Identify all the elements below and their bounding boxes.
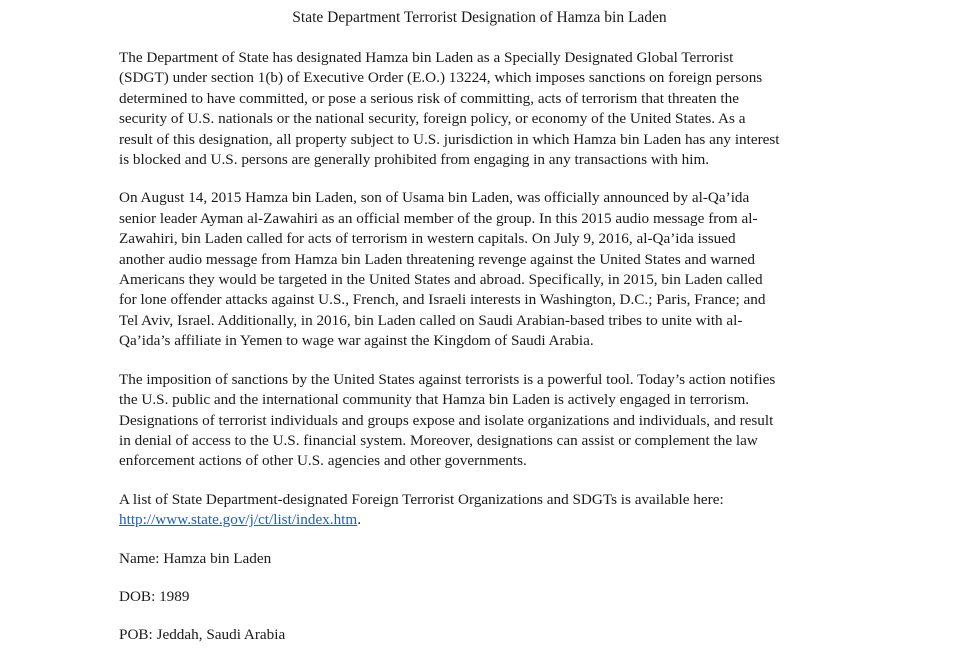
paragraph-line: security of U.S. nationals or the national security, foreign policy, or economy of the United States. As a: [119, 110, 746, 128]
list-paragraph-text: A list of State Department-designated Foreign Terrorist Organizations and SDGTs is available here:: [119, 490, 724, 508]
list-link-line: [119, 510, 840, 530]
paragraph-line: Designations of terrorist individuals and groups expose and isolate organizations and individuals, and result: [119, 411, 774, 429]
paragraph-line: in denial of access to the U.S. financial system. Moreover, designations can assist or complement the law: [119, 431, 758, 449]
paragraph-line: senior leader Ayman al-Zawahiri as an official member of the group. In this 2015 audio message from al-: [119, 209, 758, 227]
paragraph-line: another audio message from Hamza bin Laden threatening revenge against the United States and warned: [119, 250, 755, 268]
paragraph-line: Tel Aviv, Israel. Additionally, in 2016, bin Laden called on Saudi Arabian-based tribes to unite with al-: [119, 311, 743, 329]
paragraph-designation: [119, 48, 840, 170]
paragraph-line: is blocked and U.S. persons are generally prohibited from engaging in any transactions with him.: [119, 151, 710, 169]
field-dob: DOB: 1989: [119, 587, 190, 605]
sdgt-list-link[interactable]: http://www.state.gov/j/ct/list/index.htm: [119, 511, 358, 529]
link-suffix: .: [357, 511, 361, 529]
paragraph-line: determined to have committed, or pose a serious risk of committing, acts of terrorism that threaten the: [119, 89, 739, 107]
field-pob: POB: Jeddah, Saudi Arabia: [119, 625, 286, 643]
paragraph-line: The Department of State has designated Hamza bin Laden as a Specially Designated Global Terrorist: [119, 49, 734, 66]
paragraph-line: result of this designation, all property subject to U.S. jurisdiction in which Hamza bin Laden has any interest: [119, 130, 780, 148]
paragraph-line: Americans they would be targeted in the United States and abroad. Specifically, in 2015, bin Laden called: [119, 271, 763, 289]
paragraph-list: [119, 490, 840, 531]
paragraph-line: On August 14, 2015 Hamza bin Laden, son of Usama bin Laden, was officially announced by al-Qa’ida: [119, 189, 750, 207]
paragraph-line: for lone offender attacks against U.S., French, and Israeli interests in Washington, D.C.; Paris, France; and: [119, 291, 766, 309]
paragraph-line: Qa’ida’s affiliate in Yemen to wage war against the Kingdom of Saudi Arabia.: [119, 332, 594, 350]
field-name: Name: Hamza bin Laden: [119, 549, 272, 567]
document-title: State Department Terrorist Designation of Hamza bin Laden: [292, 9, 667, 26]
paragraph-line: the U.S. public and the international community that Hamza bin Laden is actively engaged in terrorism.: [119, 391, 750, 409]
paragraph-background: [119, 188, 840, 351]
paragraph-line: (SDGT) under section 1(b) of Executive Order (E.O.) 13224, which imposes sanctions on foreign persons: [119, 69, 763, 87]
paragraph-line: The imposition of sanctions by the United States against terrorists is a powerful tool. Today’s action notifies: [119, 370, 776, 388]
paragraph-line: enforcement actions of other U.S. agencies and other governments.: [119, 452, 527, 470]
paragraph-sanctions: [119, 370, 840, 472]
paragraph-line: Zawahiri, bin Laden called for acts of terrorism in western capitals. On July 9, 2016, al-Qa’ida issued: [119, 230, 736, 248]
